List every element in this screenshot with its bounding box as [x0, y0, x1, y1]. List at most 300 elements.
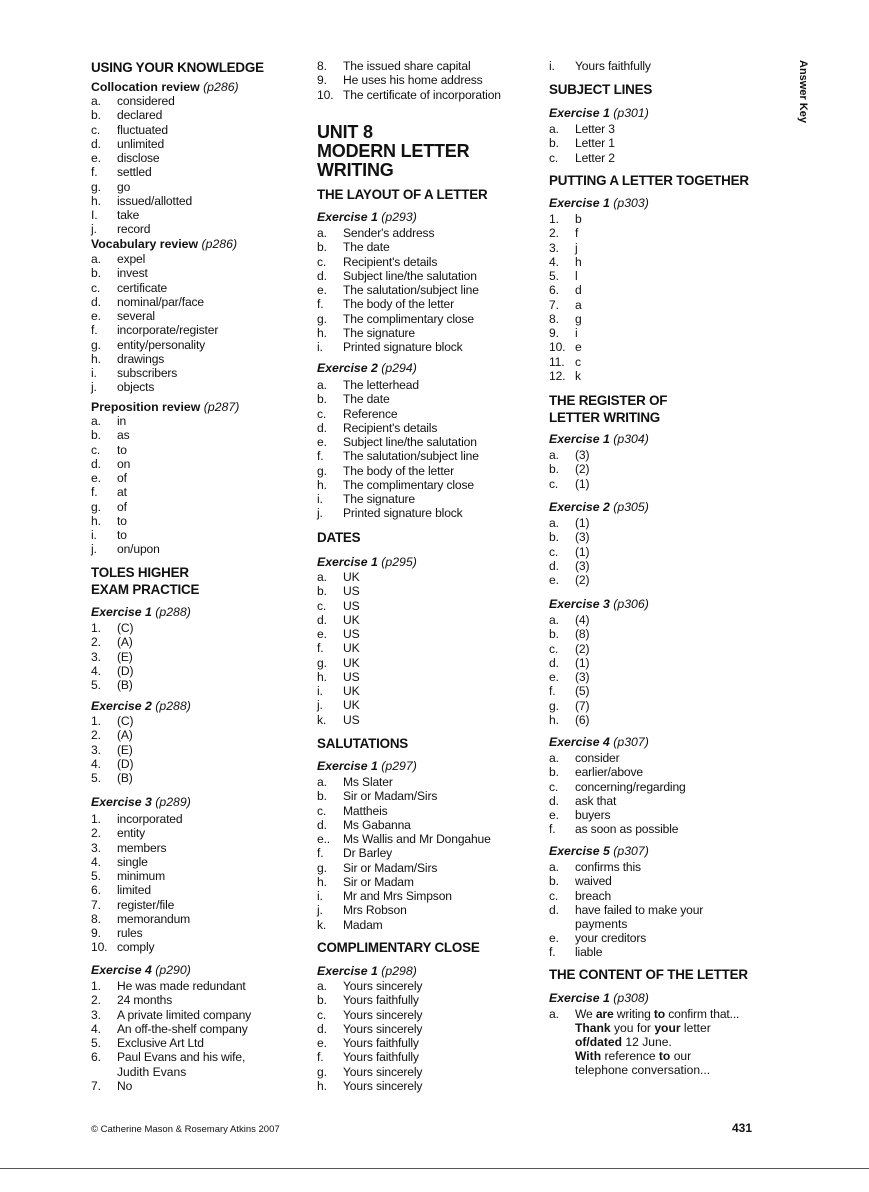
- answer-label: a.: [91, 252, 101, 266]
- answer-label: d.: [317, 1021, 327, 1036]
- answer-text: Paul Evans and his wife,: [117, 1050, 246, 1065]
- answer-row: [91, 664, 296, 678]
- answer-label: i.: [317, 684, 323, 698]
- answer-text: (A): [117, 728, 133, 743]
- answer-label: h.: [317, 669, 327, 684]
- answer-text: Sir or Madam/Sirs: [343, 860, 438, 875]
- section-title: THE REGISTER OF: [549, 393, 668, 408]
- answer-row: [549, 559, 774, 573]
- answer-text: (2): [575, 462, 590, 477]
- answer-label: 1.: [91, 979, 101, 993]
- answer-row: [91, 443, 296, 457]
- answer-text: ask that: [575, 793, 617, 808]
- answer-text: (C): [117, 714, 134, 728]
- section-title: EXAM PRACTICE: [91, 582, 200, 597]
- answer-label: 1.: [549, 212, 559, 226]
- answer-label: f.: [91, 323, 98, 338]
- answer-text: Reference: [343, 406, 398, 421]
- answer-list: [317, 979, 542, 1093]
- answer-row: [91, 621, 296, 635]
- answer-text: (5): [575, 684, 590, 699]
- answer-text: Ms Wallis and Mr Dongahue: [343, 832, 491, 846]
- answer-label: c.: [317, 803, 327, 818]
- answer-label: b.: [549, 627, 559, 642]
- answer-row: [317, 1008, 542, 1022]
- answer-label: g.: [317, 463, 327, 478]
- answer-row: [549, 699, 774, 713]
- answer-text: Yours sincerely: [343, 1078, 423, 1093]
- answer-row: [91, 208, 296, 222]
- answer-text: members: [117, 840, 167, 855]
- exercise-heading: Vocabulary review (p286): [91, 237, 238, 251]
- answer-label: 6.: [91, 883, 101, 898]
- answer-row: [91, 898, 296, 912]
- answer-label: a.: [549, 613, 559, 627]
- answer-row: [549, 670, 774, 684]
- answer-text: nominal/par/face: [117, 294, 205, 309]
- answer-row: [549, 477, 774, 491]
- exercise-heading: Exercise 3 (p289): [91, 795, 191, 809]
- answer-label: 11.: [549, 354, 565, 369]
- answer-row: [91, 500, 296, 514]
- answer-text: (8): [575, 627, 590, 642]
- answer-text: waived: [575, 874, 612, 889]
- answer-label: 1.: [91, 714, 101, 728]
- answer-row: [91, 180, 296, 194]
- answer-label: 7.: [91, 897, 101, 912]
- exercise-heading: Exercise 1 (p303): [549, 196, 649, 210]
- answer-text: Yours faithfully: [343, 1036, 419, 1050]
- exercise-heading: Exercise 1 (p297): [317, 759, 417, 773]
- answer-label: 6.: [549, 283, 559, 298]
- answer-continuation: of/dated 12 June.: [575, 1035, 672, 1049]
- answer-row: [91, 771, 296, 785]
- answer-row: [317, 1079, 542, 1093]
- answer-row: [549, 369, 774, 383]
- answer-text: single: [117, 854, 148, 869]
- answer-label: e.: [317, 435, 327, 449]
- side-tab-label: Answer Key: [797, 60, 809, 123]
- exercise-heading: Exercise 1 (p308): [549, 991, 649, 1005]
- answer-text: settled: [117, 165, 152, 180]
- answer-row: [317, 283, 542, 297]
- answer-label: j.: [91, 542, 97, 557]
- answer-row: [317, 407, 542, 421]
- answer-row: [91, 1050, 296, 1064]
- answer-label: f.: [317, 1050, 324, 1065]
- answer-row: [549, 241, 774, 255]
- answer-row: [91, 352, 296, 366]
- answer-text: UK: [343, 641, 360, 656]
- answer-row: [549, 355, 774, 369]
- answer-text: rules: [117, 926, 143, 940]
- answer-text: g: [575, 311, 582, 326]
- answer-list: [317, 775, 542, 932]
- answer-label: a.: [317, 226, 327, 240]
- answer-row: [317, 88, 542, 102]
- answer-row: [91, 841, 296, 855]
- answer-row: [317, 570, 542, 584]
- answer-row: [317, 832, 542, 846]
- answer-row: [317, 584, 542, 598]
- answer-row: [317, 449, 542, 463]
- answer-label: 6.: [91, 1050, 101, 1065]
- answer-label: 3.: [91, 1007, 101, 1022]
- answer-row: [549, 326, 774, 340]
- answer-row: [91, 266, 296, 280]
- answer-row: [317, 464, 542, 478]
- answer-row: [549, 903, 774, 917]
- answer-text: record: [117, 222, 151, 237]
- answer-text: on/upon: [117, 542, 160, 557]
- answer-text: Letter 1: [575, 136, 615, 151]
- answer-row: [317, 312, 542, 326]
- answer-list: [317, 378, 542, 521]
- answer-text: declared: [117, 108, 163, 123]
- exercise-heading: Exercise 2 (p288): [91, 699, 191, 713]
- answer-row: [317, 804, 542, 818]
- exercise-heading: Exercise 4 (p290): [91, 963, 191, 977]
- answer-label: d.: [317, 420, 327, 435]
- answer-row: [91, 678, 296, 692]
- answer-row: [91, 912, 296, 926]
- answer-text: incorporated: [117, 812, 183, 826]
- answer-text: A private limited company: [117, 1007, 252, 1022]
- answer-text: The issued share capital: [343, 59, 471, 73]
- answer-text: take: [117, 208, 140, 222]
- answer-label: 9.: [549, 326, 559, 340]
- answer-text: The signature: [343, 325, 416, 340]
- answer-text: of: [117, 471, 127, 485]
- answer-row: [549, 545, 774, 559]
- answer-row: [549, 794, 774, 808]
- answer-label: h.: [317, 874, 327, 889]
- answer-row: [91, 457, 296, 471]
- answer-label: b.: [91, 266, 101, 281]
- answer-row: [549, 283, 774, 297]
- answer-row: [91, 542, 296, 556]
- answer-label: 2.: [91, 635, 101, 650]
- answer-text: b: [575, 212, 582, 226]
- answer-text: (D): [117, 756, 134, 771]
- answer-continuation: With reference to our: [575, 1049, 692, 1063]
- answer-label: f.: [317, 449, 324, 464]
- answer-text: breach: [575, 888, 612, 903]
- answer-continuation: telephone conversation...: [575, 1063, 711, 1077]
- answer-list: [317, 59, 542, 102]
- answer-label: 2.: [91, 728, 101, 743]
- answer-row: [91, 252, 296, 266]
- section-title: SUBJECT LINES: [549, 82, 653, 97]
- answer-row: [91, 714, 296, 728]
- answer-label: d.: [549, 902, 559, 917]
- answer-row: [91, 380, 296, 394]
- answer-row: [549, 874, 774, 888]
- answer-label: 5.: [91, 678, 101, 692]
- answer-text: Subject line/the salutation: [343, 268, 477, 283]
- answer-row: [91, 151, 296, 165]
- answer-text: Yours sincerely: [343, 1064, 423, 1079]
- answer-row: [317, 326, 542, 340]
- answer-row: [91, 222, 296, 236]
- exercise-heading: Exercise 5 (p307): [549, 844, 649, 858]
- section-title: LETTER WRITING: [549, 410, 661, 425]
- answer-text: invest: [117, 266, 148, 281]
- answer-text: (1): [575, 476, 590, 491]
- answer-label: d.: [91, 456, 101, 471]
- answer-row: [91, 514, 296, 528]
- answer-label: j.: [317, 506, 323, 521]
- answer-continuation: Thank you for your letter: [575, 1021, 711, 1035]
- copyright-footer: © Catherine Mason & Rosemary Atkins 2007: [91, 1124, 280, 1135]
- answer-row: [91, 728, 296, 742]
- answer-text: Sir or Madam: [343, 874, 414, 889]
- answer-text: drawings: [117, 351, 165, 366]
- answer-text: Ms Slater: [343, 775, 393, 789]
- answer-text: comply: [117, 940, 155, 955]
- answer-row: [549, 462, 774, 476]
- section-title: TOLES HIGHER: [91, 565, 189, 580]
- answer-label: 2.: [91, 993, 101, 1008]
- answer-row: [317, 269, 542, 283]
- answer-row: [91, 471, 296, 485]
- answer-text: e: [575, 340, 582, 355]
- answer-text: Yours sincerely: [343, 979, 423, 993]
- answer-text: Exclusive Art Ltd: [117, 1036, 204, 1050]
- answer-row: [317, 435, 542, 449]
- answer-text: The complimentary close: [343, 477, 474, 492]
- answer-label: f.: [549, 945, 556, 960]
- answer-row: [317, 240, 542, 254]
- answer-text: The letterhead: [343, 378, 419, 392]
- answer-row: [317, 297, 542, 311]
- answer-text: The signature: [343, 492, 416, 506]
- answer-label: c.: [317, 406, 327, 421]
- answer-row: 7. No: [91, 1079, 133, 1093]
- answer-label: e.: [549, 931, 559, 945]
- answer-row: [91, 338, 296, 352]
- answer-list: [91, 621, 296, 692]
- answer-row: [549, 945, 774, 959]
- answer-label: c.: [549, 544, 559, 559]
- answer-row: [91, 940, 296, 954]
- answer-label: e.: [549, 670, 559, 684]
- answer-label: c.: [549, 150, 559, 165]
- answer-row: [317, 378, 542, 392]
- answer-label: i.: [317, 889, 323, 903]
- answer-text: memorandum: [117, 911, 191, 926]
- answer-label: f.: [317, 297, 324, 312]
- answer-text: a: [575, 297, 582, 312]
- exercise-heading: Exercise 1 (p298): [317, 964, 417, 978]
- answer-list: [91, 979, 296, 1065]
- answer-list: [549, 448, 774, 491]
- answer-text: US: [343, 584, 360, 599]
- answer-list: [91, 414, 296, 557]
- answer-text: Mattheis: [343, 803, 388, 818]
- answer-row: [317, 478, 542, 492]
- answer-text: UK: [343, 684, 360, 698]
- answer-label: f.: [91, 165, 98, 180]
- answer-row: [549, 684, 774, 698]
- answer-row: [317, 684, 542, 698]
- answer-row: [317, 392, 542, 406]
- answer-label: g.: [91, 179, 101, 194]
- answer-text: The date: [343, 240, 390, 255]
- answer-text: (7): [575, 698, 590, 713]
- answer-label: d.: [91, 136, 101, 151]
- answer-row: [91, 414, 296, 428]
- answer-row: [549, 136, 774, 150]
- answer-row: [91, 323, 296, 337]
- answer-row: [91, 137, 296, 151]
- answer-label: d.: [549, 793, 559, 808]
- answer-row: [549, 59, 774, 73]
- answer-label: b.: [317, 392, 327, 407]
- answer-text: (B): [117, 771, 133, 785]
- unit-title: MODERN LETTER: [317, 141, 470, 161]
- answer-label: k.: [317, 917, 327, 932]
- answer-row: [91, 993, 296, 1007]
- answer-text: (3): [575, 670, 590, 684]
- answer-row: [91, 295, 296, 309]
- answer-label: e.: [91, 471, 101, 485]
- answer-row: [91, 869, 296, 883]
- answer-label: 4.: [549, 254, 559, 269]
- answer-text: liable: [575, 945, 603, 960]
- answer-text: UK: [343, 698, 360, 713]
- answer-text: objects: [117, 380, 155, 395]
- answer-list: [91, 252, 296, 395]
- answer-text: buyers: [575, 808, 611, 822]
- answer-row: [91, 309, 296, 323]
- answer-row: [549, 627, 774, 641]
- answer-row: [549, 765, 774, 779]
- answer-label: a.: [317, 979, 327, 993]
- answer-label: e.: [549, 573, 559, 587]
- answer-text: l: [575, 269, 578, 283]
- answer-row: [317, 713, 542, 727]
- answer-list: [91, 94, 296, 237]
- answer-row: [91, 979, 296, 993]
- answer-label: j.: [91, 380, 97, 395]
- answer-text: Yours sincerely: [343, 1007, 423, 1022]
- answer-label: e.: [317, 283, 327, 297]
- answer-continuation: Judith Evans: [117, 1065, 187, 1079]
- answer-label: c.: [317, 1007, 327, 1022]
- answer-label: j.: [91, 222, 97, 237]
- section-title: THE CONTENT OF THE LETTER: [549, 967, 748, 982]
- answer-row: [317, 846, 542, 860]
- answer-row: [91, 428, 296, 442]
- answer-row: [91, 757, 296, 771]
- answer-label: j.: [317, 698, 323, 713]
- answer-text: Mr and Mrs Simpson: [343, 889, 452, 903]
- answer-text: The date: [343, 392, 390, 407]
- answer-label: b.: [549, 530, 559, 545]
- answer-text: The body of the letter: [343, 297, 454, 312]
- answer-row: [317, 979, 542, 993]
- answer-text: (4): [575, 613, 590, 627]
- answer-label: b.: [91, 428, 101, 443]
- answer-label: e.: [317, 1036, 327, 1050]
- answer-row: [91, 812, 296, 826]
- answer-label: a.: [549, 860, 559, 874]
- answer-label: g.: [91, 337, 101, 352]
- answer-text: i: [575, 326, 578, 340]
- answer-text: (E): [117, 649, 133, 664]
- answer-row: [91, 1022, 296, 1036]
- answer-label: b.: [549, 765, 559, 780]
- answer-text: Subject line/the salutation: [343, 435, 477, 449]
- answer-row: [317, 993, 542, 1007]
- answer-text: (E): [117, 742, 133, 757]
- answer-list: [91, 812, 296, 955]
- answer-text: h: [575, 254, 582, 269]
- exercise-heading: Exercise 2 (p305): [549, 500, 649, 514]
- answer-label: d.: [549, 655, 559, 670]
- answer-text: on: [117, 456, 131, 471]
- answer-text: He uses his home address: [343, 73, 483, 88]
- answer-row: [91, 528, 296, 542]
- exercise-heading: Exercise 1 (p301): [549, 106, 649, 120]
- answer-text: (2): [575, 641, 590, 656]
- exercise-heading: Exercise 1 (p293): [317, 210, 417, 224]
- answer-label: h.: [317, 1078, 327, 1093]
- answer-label: b.: [91, 108, 101, 123]
- answer-row: [549, 889, 774, 903]
- answer-row: [549, 931, 774, 945]
- answer-label: h.: [91, 351, 101, 366]
- answer-text: at: [117, 485, 127, 500]
- answer-label: 3.: [91, 649, 101, 664]
- answer-label: i.: [91, 528, 97, 542]
- answer-label: c.: [549, 641, 559, 656]
- answer-text: d: [575, 283, 582, 298]
- answer-text: Letter 3: [575, 122, 615, 136]
- answer-row: [91, 366, 296, 380]
- answer-label: 4.: [91, 663, 101, 678]
- answer-label: c.: [317, 254, 327, 269]
- answer-label: f.: [549, 822, 556, 837]
- answer-label: c.: [91, 122, 101, 137]
- page-bottom-edge: [0, 1168, 869, 1192]
- answer-row: [91, 108, 296, 122]
- answer-row: [317, 1022, 542, 1036]
- answer-row: [91, 650, 296, 664]
- answer-text: Recipient's details: [343, 254, 438, 269]
- answer-label: f.: [317, 641, 324, 656]
- answer-row: [549, 212, 774, 226]
- answer-text: Sir or Madam/Sirs: [343, 789, 438, 804]
- answer-row: [91, 1008, 296, 1022]
- answer-row: [91, 123, 296, 137]
- answer-row: [317, 73, 542, 87]
- answer-row: [549, 780, 774, 794]
- answer-label: d.: [317, 268, 327, 283]
- answer-text: to: [117, 528, 127, 542]
- answer-text: incorporate/register: [117, 323, 219, 338]
- answer-text: The body of the letter: [343, 463, 454, 478]
- answer-label: 10.: [317, 87, 334, 102]
- answer-text: (3): [575, 558, 590, 573]
- answer-label: b.: [549, 462, 559, 477]
- answer-text: (3): [575, 448, 590, 462]
- answer-label: c.: [549, 888, 559, 903]
- answer-text: (1): [575, 516, 590, 530]
- answer-label: 3.: [91, 742, 101, 757]
- answer-text: The certificate of incorporation: [343, 87, 501, 102]
